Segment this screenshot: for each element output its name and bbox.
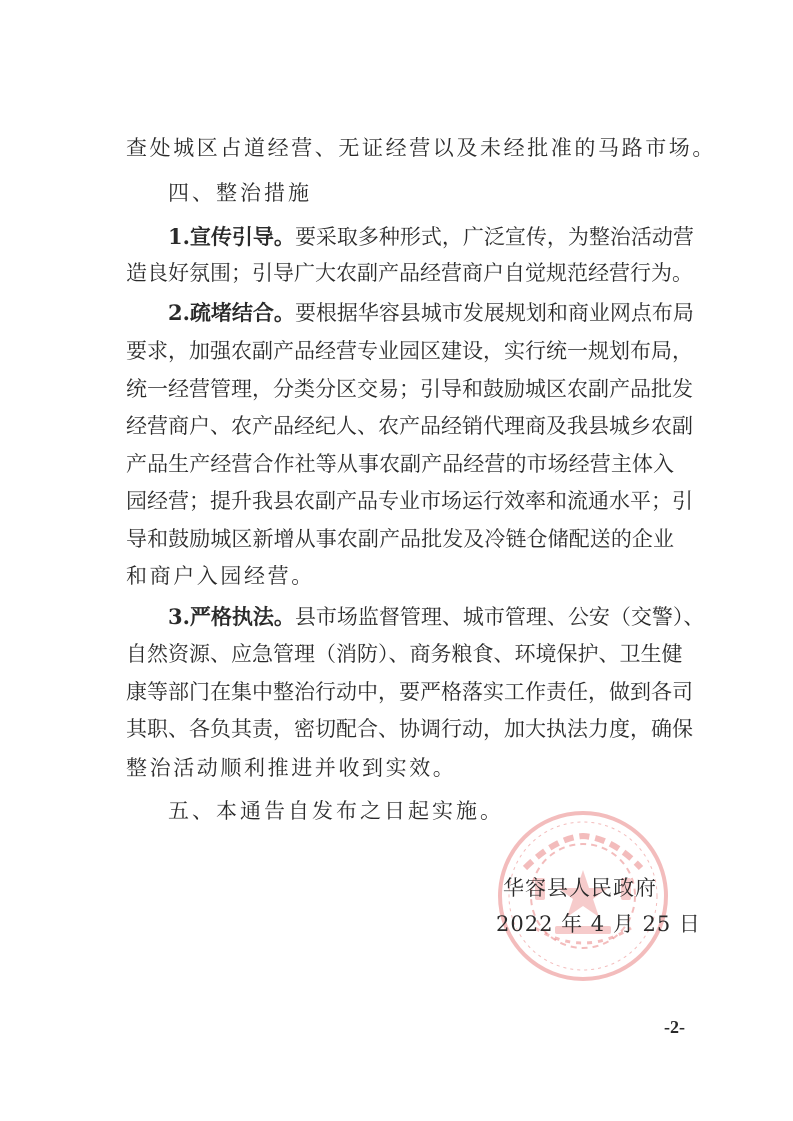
paragraph-line: 自然资源、应急管理（消防）、商务粮食、环境保护、卫生健 bbox=[126, 642, 683, 666]
item-1-first-line bbox=[168, 224, 694, 249]
paragraph-line: 整治活动顺利推进并收到实效。 bbox=[126, 756, 457, 780]
paragraph-line: 查处城区占道经营、无证经营以及未经批准的马路市场。 bbox=[126, 136, 716, 160]
paragraph-line: 导和鼓励城区新增从事农副产品批发及冷链仓储配送的企业 bbox=[126, 527, 674, 551]
item-3-title: 3.严格执法。 bbox=[168, 604, 295, 629]
paragraph-line: 其职、各负其责，密切配合、协调行动，加大执法力度，确保 bbox=[126, 717, 693, 741]
paragraph-line: 康等部门在集中整治行动中，要严格落实工作责任，做到各司 bbox=[126, 680, 693, 704]
page-number: -2- bbox=[664, 1017, 685, 1037]
section-heading-5: 五、本通告自发布之日起实施。 bbox=[168, 799, 504, 823]
item-2-first-line bbox=[168, 300, 694, 325]
issue-date: 2022 年 4 月 25 日 bbox=[496, 912, 701, 936]
item-1-text: 要采取多种形式，广泛宣传，为整治活动营 bbox=[294, 225, 694, 249]
item-3-first-line bbox=[168, 604, 705, 629]
item-1-title: 1.宣传引导。 bbox=[168, 224, 295, 249]
item-2-text: 要根据华容县城市发展规划和商业网点布局 bbox=[294, 301, 694, 325]
paragraph-line: 造良好氛围；引导广大农副产品经营商户自觉规范经营行为。 bbox=[126, 261, 693, 285]
paragraph-line: 要求，加强农副产品经营专业园区建设，实行统一规划布局， bbox=[126, 339, 693, 363]
paragraph-line: 统一经营管理，分类分区交易；引导和鼓励城区农副产品批发 bbox=[126, 377, 693, 401]
section-heading-4: 四、整治措施 bbox=[168, 181, 312, 205]
paragraph-line: 经营商户、农产品经纪人、农产品经销代理商及我县城乡农副 bbox=[126, 414, 693, 438]
item-2-title: 2.疏堵结合。 bbox=[168, 300, 295, 325]
item-3-text: 县市场监督管理、城市管理、公安（交警）、 bbox=[294, 605, 705, 629]
issuer-name: 华容县人民政府 bbox=[503, 876, 657, 900]
paragraph-line: 园经营；提升我县农副产品专业市场运行效率和流通水平；引 bbox=[126, 489, 693, 513]
paragraph-line: 产品生产经营合作社等从事农副产品经营的市场经营主体入 bbox=[126, 452, 674, 476]
paragraph-line: 和商户入园经营。 bbox=[126, 564, 315, 588]
